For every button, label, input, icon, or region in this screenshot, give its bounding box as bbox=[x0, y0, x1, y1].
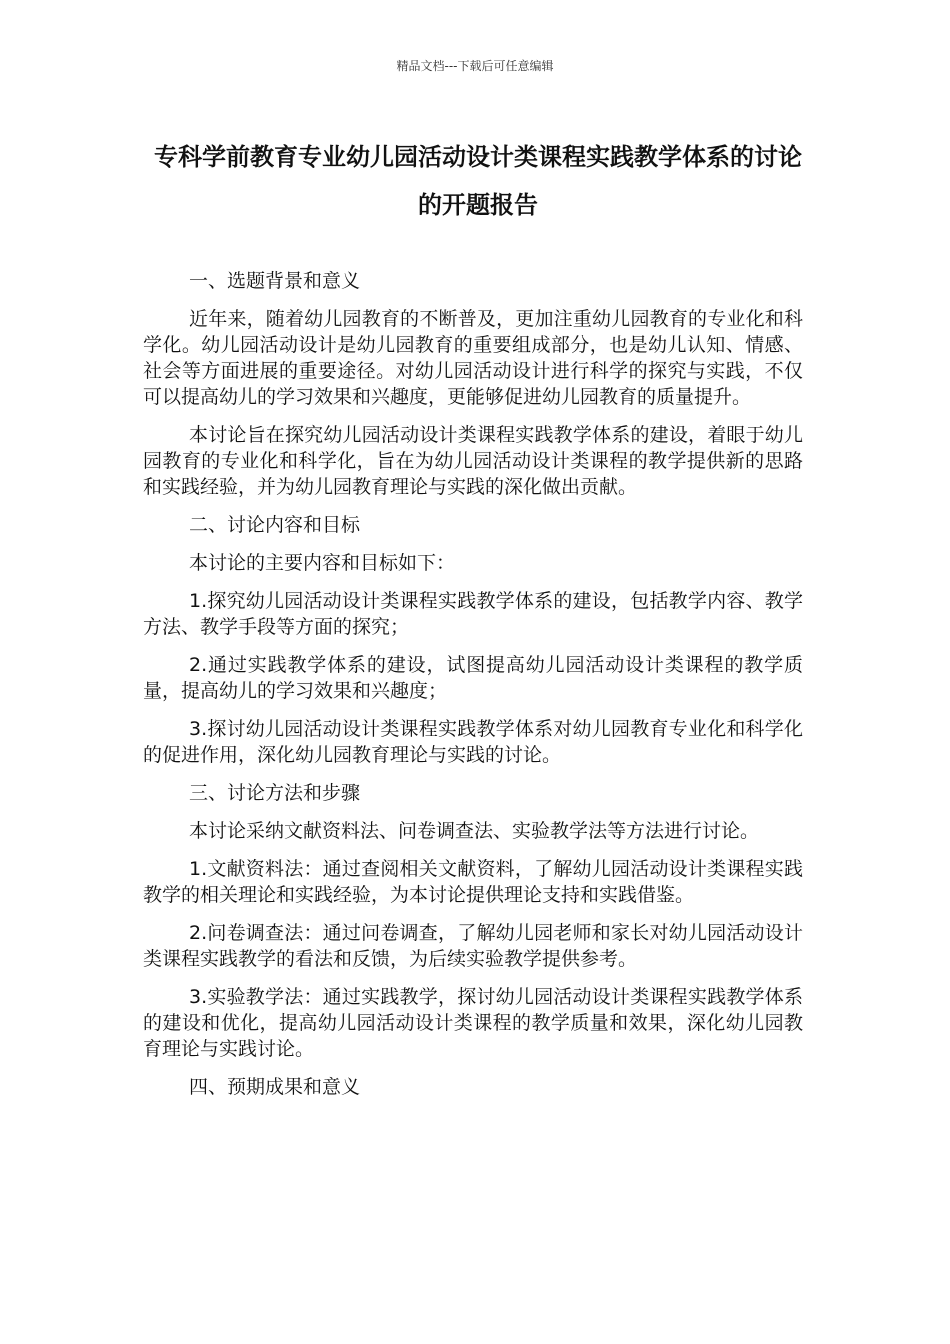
paragraph: 本讨论旨在探究幼儿园活动设计类课程实践教学体系的建设，着眼于幼儿园教育的专业化和科学化，旨在为幼儿园活动设计类课程的教学提供新的思路和实践经验，并为幼儿园教育理论与实践的深化做出贡献。 bbox=[143, 424, 803, 498]
paragraph: 本讨论的主要内容和目标如下： bbox=[189, 552, 456, 574]
list-item: 1.文献资料法：通过查阅相关文献资料，了解幼儿园活动设计类课程实践教学的相关理论和实践经验，为本讨论提供理论支持和实践借鉴。 bbox=[143, 858, 803, 906]
section-heading-content: 二、讨论内容和目标 bbox=[189, 514, 361, 536]
list-item: 3.探讨幼儿园活动设计类课程实践教学体系对幼儿园教育专业化和科学化的促进作用，深化幼儿园教育理论与实践的讨论。 bbox=[143, 718, 803, 766]
list-item: 3.实验教学法：通过实践教学，探讨幼儿园活动设计类课程实践教学体系的建设和优化，提高幼儿园活动设计类课程的教学质量和效果，深化幼儿园教育理论与实践讨论。 bbox=[143, 986, 803, 1060]
section-heading-methods: 三、讨论方法和步骤 bbox=[189, 782, 361, 804]
paragraph: 本讨论采纳文献资料法、问卷调查法、实验教学法等方法进行讨论。 bbox=[189, 820, 760, 842]
list-item: 1.探究幼儿园活动设计类课程实践教学体系的建设，包括教学内容、教学方法、教学手段等方面的探究； bbox=[143, 590, 803, 638]
list-item: 2.问卷调查法：通过问卷调查，了解幼儿园老师和家长对幼儿园活动设计类课程实践教学的看法和反馈，为后续实验教学提供参考。 bbox=[143, 922, 803, 970]
section-heading-background: 一、选题背景和意义 bbox=[189, 270, 361, 292]
document-body bbox=[143, 268, 803, 1112]
paragraph: 近年来，随着幼儿园教育的不断普及，更加注重幼儿园教育的专业化和科学化。幼儿园活动设计是幼儿园教育的重要组成部分，也是幼儿认知、情感、社会等方面进展的重要途径。对幼儿园活动设计进行科学的探究与实践，不仅可以提高幼儿的学习效果和兴趣度，更能够促进幼儿园教育的质量提升。 bbox=[143, 308, 803, 408]
list-item: 2.通过实践教学体系的建设，试图提高幼儿园活动设计类课程的教学质量，提高幼儿的学习效果和兴趣度； bbox=[143, 654, 803, 702]
page-header: 精品文档---下载后可任意编辑 bbox=[396, 59, 554, 73]
section-heading-outcomes: 四、预期成果和意义 bbox=[189, 1076, 361, 1098]
document-title: 专科学前教育专业幼儿园活动设计类课程实践教学体系的讨论的开题报告 bbox=[154, 143, 802, 219]
